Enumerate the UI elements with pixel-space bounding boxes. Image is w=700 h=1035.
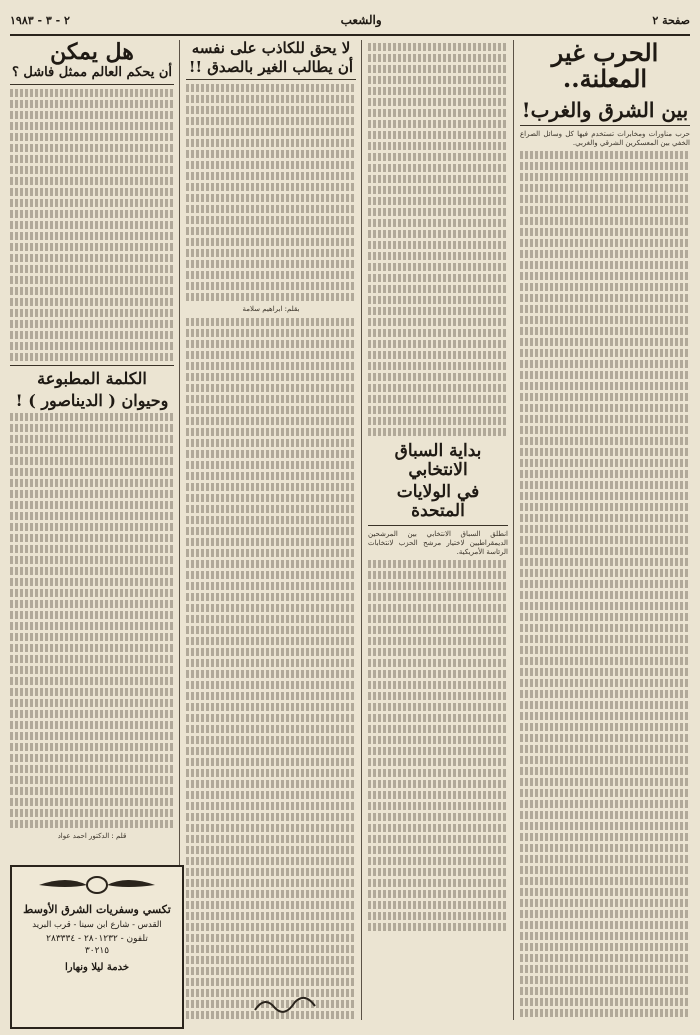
election-headline: بداية السباق الانتخابي xyxy=(394,441,482,480)
center-body-text-2 xyxy=(186,318,356,1020)
masthead xyxy=(10,6,690,36)
center-headline: لا يحق للكاذب على نفسه xyxy=(191,40,351,57)
divider xyxy=(10,84,174,85)
ad-service: خدمة ليلا ونهارا xyxy=(64,962,130,973)
center-right-upper-text xyxy=(368,43,508,436)
right-lead: حرب مناورات ومخابرات تستخدم فيها كل وسائل الصراع الخفي بين المعسكرين الشرقي والغربي. xyxy=(520,129,690,147)
print-subheadline: وحيوان ( الديناصور ) ! xyxy=(15,391,169,411)
divider xyxy=(10,365,174,366)
taxi-advertisement xyxy=(10,865,184,1029)
issue-date: ٢ - ٣ - ١٩٨٣ xyxy=(10,13,70,27)
center-column xyxy=(186,40,356,1020)
page-number: صفحة ٢ xyxy=(652,13,690,27)
right-headline: الحرب غير المعلنة.. xyxy=(551,40,659,94)
signature-icon xyxy=(250,990,320,1020)
right-column xyxy=(520,40,690,1020)
paper-name: والشعب xyxy=(340,13,382,27)
election-subheadline: في الولايات المتحدة xyxy=(396,482,480,522)
column-rule xyxy=(361,40,362,1020)
election-lead: انطلق السباق الانتخابي بين المرشحين الديمقراطيين لاختيار مرشح الحزب لانتخابات الرئاسة الأمريكية. xyxy=(368,529,508,556)
ad-address: القدس - شارع ابن سينا - قرب البريد xyxy=(32,920,162,930)
ad-phone-2: ٣٠٢١٥ xyxy=(84,946,110,956)
center-body-text xyxy=(186,84,356,301)
winged-logo-icon xyxy=(37,875,157,895)
right-body-text xyxy=(520,151,690,1020)
right-subheadline: بين الشرق والغرب! xyxy=(521,97,689,122)
divider xyxy=(368,525,508,526)
divider xyxy=(520,125,690,126)
divider xyxy=(186,79,356,80)
column-rule xyxy=(513,40,514,1020)
signature xyxy=(250,990,320,1020)
center-subheadline: أن يطالب الغير بالصدق !! xyxy=(188,57,354,76)
center-byline: بقلم: ابراهيم سلامة xyxy=(242,305,300,313)
left-body-text xyxy=(10,89,174,361)
print-headline: الكلمة المطبوعة xyxy=(37,369,147,389)
center-right-column xyxy=(368,40,508,1020)
left-headline: هل يمكن xyxy=(50,40,134,65)
left-subheadline: أن يحكم العالم ممثل فاشل ؟ xyxy=(11,65,173,81)
print-body-text xyxy=(10,413,174,828)
election-body-text xyxy=(368,560,508,931)
ad-title: تكسي وسفريات الشرق الأوسط xyxy=(23,903,171,916)
ad-phone: تلفون - ٢٨٠١٢٣٢ - ٢٨٣٣٣٤ xyxy=(46,934,148,944)
author: قلم : الدكتور احمد عواد xyxy=(57,831,127,840)
